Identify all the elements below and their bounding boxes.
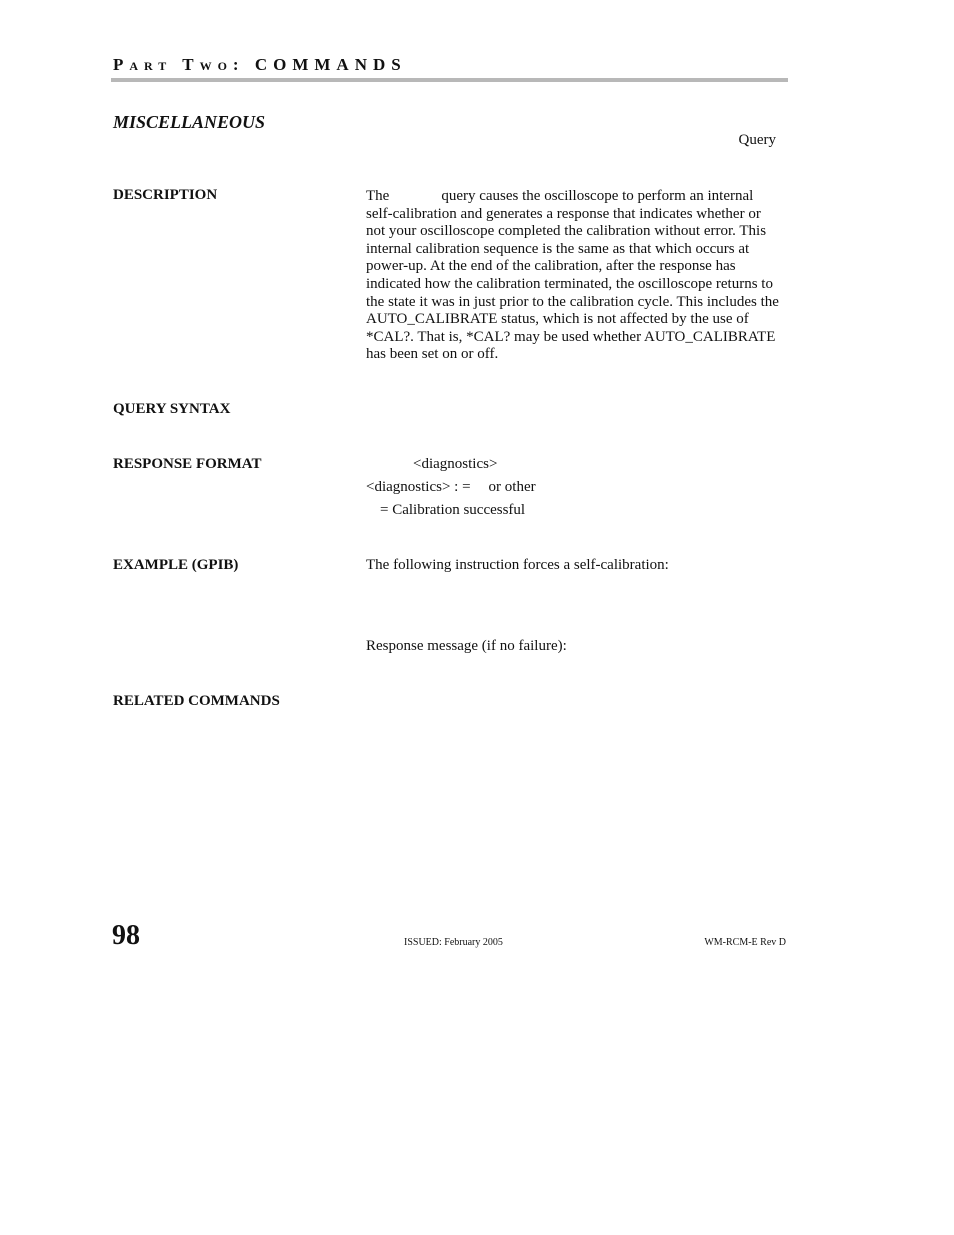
example-response: Response message (if no failure): <box>366 638 567 654</box>
footer-doc-id: WM-RCM-E Rev D <box>704 937 786 948</box>
section-title: MISCELLANEOUS <box>113 112 266 132</box>
footer-issued: ISSUED: February 2005 <box>404 937 503 948</box>
description-line: indicated how the calibration terminated, the oscilloscope returns to <box>366 275 773 292</box>
example-label: EXAMPLE (GPIB) <box>113 557 239 573</box>
description-line: *CAL?. That is, *CAL? may be used whether AUTO_CALIBRATE <box>366 328 776 345</box>
description-line: internal calibration sequence is the same as that which occurs at <box>366 240 750 257</box>
description-line: the state it was in just prior to the calibration cycle. This includes the <box>366 293 779 310</box>
description-label: DESCRIPTION <box>113 187 218 203</box>
page-number: 98 <box>112 920 140 951</box>
running-header: Part Two: COMMANDS <box>113 55 407 74</box>
description-line: has been set on or off. <box>366 346 499 363</box>
header-rule <box>111 78 788 82</box>
description-line1-post: query causes the oscilloscope to perform an internal <box>441 188 754 204</box>
response-format-line2-pre: <diagnostics> : = <box>366 479 471 495</box>
description-line <box>366 188 786 206</box>
related-commands-label: RELATED COMMANDS <box>113 693 280 709</box>
description-line: not your oscilloscope completed the calibration without error. This <box>366 223 767 240</box>
response-format-label: RESPONSE FORMAT <box>113 456 262 472</box>
description-line1-pre: The <box>366 188 390 204</box>
query-syntax-label: QUERY SYNTAX <box>113 401 231 417</box>
description-line: AUTO_CALIBRATE status, which is not affected by the use of <box>366 311 749 328</box>
example-intro: The following instruction forces a self-calibration: <box>366 557 669 573</box>
response-format-line2-post: or other <box>488 479 536 495</box>
response-format-line2 <box>366 479 536 497</box>
description-text <box>366 188 786 364</box>
response-format-line3: = Calibration successful <box>380 502 526 518</box>
query-label: Query <box>738 132 776 148</box>
description-line: power-up. At the end of the calibration, after the response has <box>366 258 736 275</box>
description-line: self-calibration and generates a response that indicates whether or <box>366 205 761 222</box>
response-format-line1: <diagnostics> <box>413 456 498 472</box>
